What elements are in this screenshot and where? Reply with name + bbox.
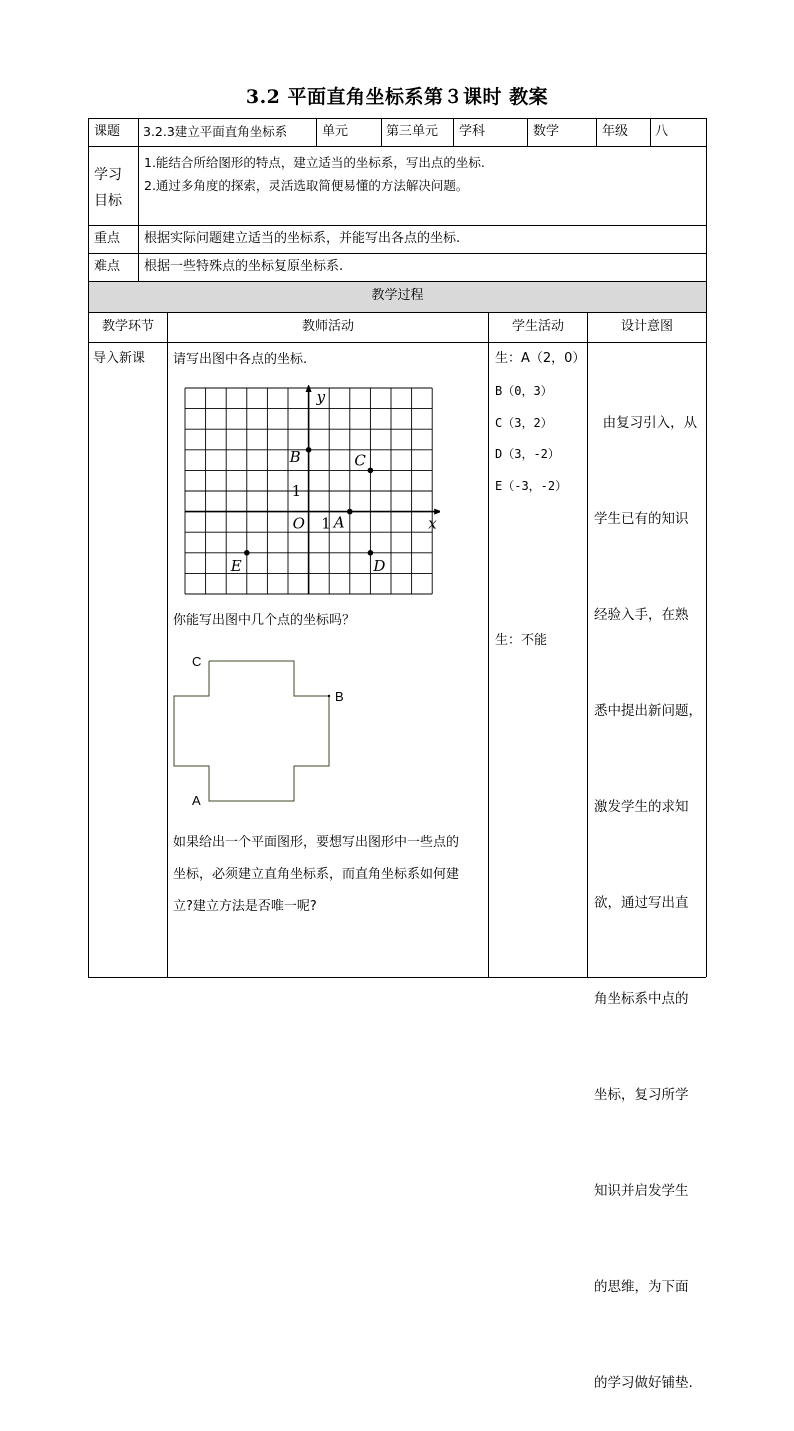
difficulty-label: 难点 <box>94 259 121 274</box>
process-header: 教学过程 <box>371 288 424 303</box>
key-point-label: 重点 <box>94 231 121 246</box>
point-b-label: B <box>335 689 344 704</box>
student-answer-6: 生：不能 <box>495 633 548 648</box>
intent-line: 欲，通过写出直 <box>594 895 689 911</box>
intent-line: 角坐标系中点的 <box>594 991 689 1007</box>
difficulty-text: 根据一些特殊点的坐标复原坐标系. <box>144 259 344 274</box>
teacher-question-3-line-3: 立?建立方法是否唯一呢? <box>173 899 317 914</box>
teacher-question-3 <box>173 827 459 923</box>
intent-line: 的思维，为下面 <box>594 1279 689 1295</box>
point-c <box>368 468 374 474</box>
intent-line: 知识并启发学生 <box>594 1183 689 1199</box>
page-title: 3.2 平面直角坐标系第３课时 教案 <box>245 86 549 108</box>
point-c-label: C <box>192 654 202 669</box>
objectives-label-2: 目标 <box>94 193 122 209</box>
point-a <box>347 509 353 515</box>
point-label-d: D <box>373 556 386 575</box>
student-answer-3: C（3，2） <box>495 416 553 430</box>
objectives-label-1: 学习 <box>94 167 122 183</box>
intent-line: 的学习做好铺垫. <box>594 1375 693 1391</box>
point-e <box>244 550 250 556</box>
key-point-text: 根据实际问题建立适当的坐标系，并能写出各点的坐标. <box>144 231 461 246</box>
point-b-dot <box>328 695 330 697</box>
teacher-question-2: 你能写出图中几个点的坐标吗？ <box>173 613 356 628</box>
origin-label: O <box>292 514 305 533</box>
subject-value: 数学 <box>533 124 560 139</box>
point-label-c: C <box>354 451 366 470</box>
teacher-question-1: 请写出图中各点的坐标. <box>173 352 308 367</box>
teacher-question-3-line-1: 如果给出一个平面图形，要想写出图形中一些点的 <box>173 835 460 850</box>
intent-line: 经验入手，在熟 <box>594 607 689 623</box>
intent-line: 激发学生的求知 <box>594 799 689 815</box>
point-label-e: E <box>230 556 242 575</box>
objective-item-1: 1.能结合所给图形的特点，建立适当的坐标系，写出点的坐标. <box>144 155 485 170</box>
subject-label: 学科 <box>459 124 486 139</box>
y-axis-label: y <box>316 388 326 406</box>
teacher-question-3-line-2: 坐标，必须建立直角坐标系，而直角坐标系如何建 <box>173 867 460 882</box>
point-b <box>306 447 312 453</box>
grade-value: 八 <box>655 124 669 139</box>
point-a-label: A <box>192 793 201 808</box>
objective-item-2: 2.通过多角度的探索，灵活选取简便易懂的方法解决问题。 <box>144 178 469 193</box>
design-intent <box>594 343 702 1431</box>
point-label-a: A <box>333 513 345 532</box>
unit-label: 单元 <box>322 124 349 139</box>
axes <box>185 385 440 594</box>
column-stage: 教学环节 <box>101 319 154 334</box>
point-label-b: B <box>289 447 301 466</box>
cross-shape-figure <box>170 650 350 810</box>
intent-line: 由复习引入，从 <box>594 415 698 431</box>
student-answer-2: B（0，3） <box>495 384 553 398</box>
intent-line: 悉中提出新问题， <box>594 703 702 719</box>
x-axis-label: x <box>428 514 437 533</box>
point-d <box>368 550 374 556</box>
y-axis-arrow <box>306 385 312 392</box>
unit-value: 第三单元 <box>386 124 439 139</box>
column-intent: 设计意图 <box>620 319 673 334</box>
cross-shape-outline <box>174 661 329 801</box>
student-answer-5: E（-3，-2） <box>495 479 568 493</box>
coordinate-grid-figure <box>180 385 440 599</box>
intent-line: 坐标，复习所学 <box>594 1087 689 1103</box>
y-unit-label: 1 <box>291 482 302 500</box>
student-answer-4: D（3，-2） <box>495 447 560 461</box>
column-teacher: 教师活动 <box>301 319 354 334</box>
x-unit-label: 1 <box>321 514 331 533</box>
topic-label: 课题 <box>94 124 121 139</box>
stage-label: 导入新课 <box>93 351 146 366</box>
student-answer-1: 生：A（2，0） <box>495 351 586 366</box>
intent-line: 学生已有的知识 <box>594 511 689 527</box>
grade-label: 年级 <box>602 124 629 139</box>
column-student: 学生活动 <box>511 319 564 334</box>
topic-value: 3.2.3建立平面直角坐标系 <box>143 124 288 139</box>
